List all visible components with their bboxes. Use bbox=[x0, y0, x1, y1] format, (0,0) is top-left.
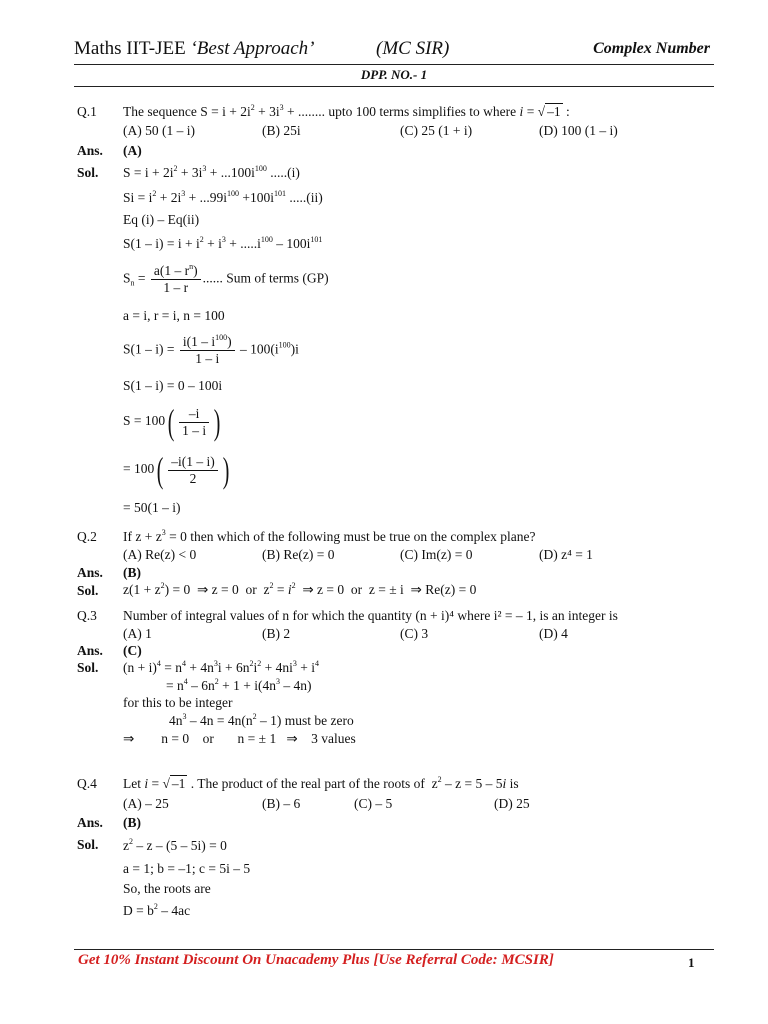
q1-sol-label: Sol. bbox=[77, 165, 99, 180]
q3-option-d: (D) 4 bbox=[539, 626, 568, 641]
q3-option-a: (A) 1 bbox=[123, 626, 152, 641]
q1-answer: (A) bbox=[123, 143, 142, 158]
header-chapter: Complex Number bbox=[593, 40, 710, 57]
q1-sol-line: S(1 – i) = $\frac{i(1 - i^{100})}{1 - i}$ – $100(i^{100})i$ bbox=[123, 333, 299, 366]
q4-sol-label: Sol. bbox=[77, 837, 99, 852]
q1-option-c: (C) 25 (1 + i) bbox=[400, 123, 473, 138]
q4-sol-line: $D = b^2 - 4ac$ bbox=[123, 902, 191, 918]
q4-option-d: (D) 25 bbox=[494, 796, 530, 811]
q2-ans-label: Ans. bbox=[77, 565, 103, 580]
q1-option-b: (B) 25i bbox=[262, 123, 301, 138]
q2-sol-line: $z(1 + z^2) = 0$ ⇒ z = 0 or $z^2 = i^2$ ⇒ z = 0 or z = ± i ⇒ Re(z) = 0 bbox=[123, 581, 477, 597]
q4-option-c: (C) – 5 bbox=[354, 796, 393, 811]
q4-text: Let i = √ –1 . The product of the real part of the roots of $z^2 - z = 5 - 5i$ is bbox=[123, 775, 519, 791]
q3-text: Number of integral values of n for which the quantity (n + i)⁴ where i² = – 1, is an integer is bbox=[123, 608, 618, 623]
q4-sol-line: $z^2 - z - (5 - 5i) = 0$ bbox=[123, 837, 227, 853]
q4-option-a: (A) – 25 bbox=[123, 796, 169, 811]
q3-option-b: (B) 2 bbox=[262, 626, 291, 641]
q4-option-b: (B) – 6 bbox=[262, 796, 301, 811]
page-number: 1 bbox=[688, 955, 695, 970]
dpp-rule bbox=[74, 86, 714, 87]
q1-sol-line: $S(1 - i) = i + i^2 + i^3 + .....i^{100} - 100i^{101}$ bbox=[123, 235, 323, 251]
q1-sol-line: $Si = i^2 + 2i^3 + ...99i^{100} +100i^{101}$ .....(ii) bbox=[123, 189, 323, 205]
q4-ans-label: Ans. bbox=[77, 815, 103, 830]
q2-option-a: (A) Re(z) < 0 bbox=[123, 547, 197, 562]
header-title: Maths IIT-JEE ‘Best Approach’ bbox=[74, 38, 315, 59]
q4-sol-line: So, the roots are bbox=[123, 881, 211, 896]
q4-sol-line: a = 1; b = –1; c = 5i – 5 bbox=[123, 861, 251, 876]
q3-sol-line: $(n + i)^4 = n^4 + 4n^3i + 6n^2i^2 + 4ni^3 + i^4$ bbox=[123, 659, 319, 675]
q1-sol-line: $S = i + 2i^2 + 3i^3 + ...100i^{100}$ .....(i) bbox=[123, 164, 300, 180]
q1-sol-line: = 100( $\frac{-i(1 - i)}{2}$ ) bbox=[123, 450, 230, 490]
q1-sol-line: $S_n$ = $\frac{a(1 - r^n)}{1 - r}$ ...... Sum of terms (GP) bbox=[123, 262, 329, 295]
q3-option-c: (C) 3 bbox=[400, 626, 429, 641]
q3-answer: (C) bbox=[123, 643, 142, 658]
q2-answer: (B) bbox=[123, 565, 141, 580]
header-rule bbox=[74, 64, 714, 65]
q1-sol-line: a = i, r = i, n = 100 bbox=[123, 308, 225, 323]
q1-ans-label: Ans. bbox=[77, 143, 103, 158]
q2-sol-label: Sol. bbox=[77, 583, 99, 598]
q1-sol-line: S = 100( $\frac{-i}{1 - i}$ ) bbox=[123, 402, 221, 442]
q1-sol-line: Eq (i) – Eq(ii) bbox=[123, 212, 200, 227]
q4-number: Q.4 bbox=[77, 776, 97, 791]
q3-sol-label: Sol. bbox=[77, 660, 99, 675]
footer-promo: Get 10% Instant Discount On Unacademy Plus [Use Referral Code: MCSIR] bbox=[78, 952, 554, 968]
page-header bbox=[74, 38, 714, 62]
q3-sol-line: for this to be integer bbox=[123, 695, 233, 710]
footer-rule bbox=[74, 949, 714, 950]
q3-number: Q.3 bbox=[77, 608, 97, 623]
q2-text: If $z + z^3 = 0$ then which of the following must be true on the complex plane? bbox=[123, 528, 536, 544]
q3-sol-line: = $n^4 - 6n^2 + 1 + i(4n^3 - 4n)$ bbox=[166, 677, 312, 693]
q2-option-d: (D) z⁴ = 1 bbox=[539, 547, 593, 562]
q1-option-a: (A) 50 (1 – i) bbox=[123, 123, 195, 138]
q3-sol-line: ⇒ n = 0 or n = ± 1 ⇒ 3 values bbox=[123, 731, 356, 746]
dpp-number: DPP. NO.- 1 bbox=[360, 67, 428, 82]
q3-sol-line: $4n^3 - 4n = 4n(n^2 - 1)$ must be zero bbox=[169, 712, 354, 728]
q4-answer: (B) bbox=[123, 815, 141, 830]
q3-ans-label: Ans. bbox=[77, 643, 103, 658]
q2-option-c: (C) Im(z) = 0 bbox=[400, 547, 473, 562]
q1-text: The sequence $S = i + 2i^2 + 3i^3$ + ........ upto 100 terms simplifies to where i = √ –1 : bbox=[123, 103, 570, 119]
q1-option-d: (D) 100 (1 – i) bbox=[539, 123, 618, 138]
q1-sol-line: = 50(1 – i) bbox=[123, 500, 181, 515]
header-teacher: (MC SIR) bbox=[376, 38, 450, 59]
q2-option-b: (B) Re(z) = 0 bbox=[262, 547, 335, 562]
q2-number: Q.2 bbox=[77, 529, 97, 544]
q1-sol-line: S(1 – i) = 0 – 100i bbox=[123, 378, 223, 393]
q1-number: Q.1 bbox=[77, 104, 97, 119]
